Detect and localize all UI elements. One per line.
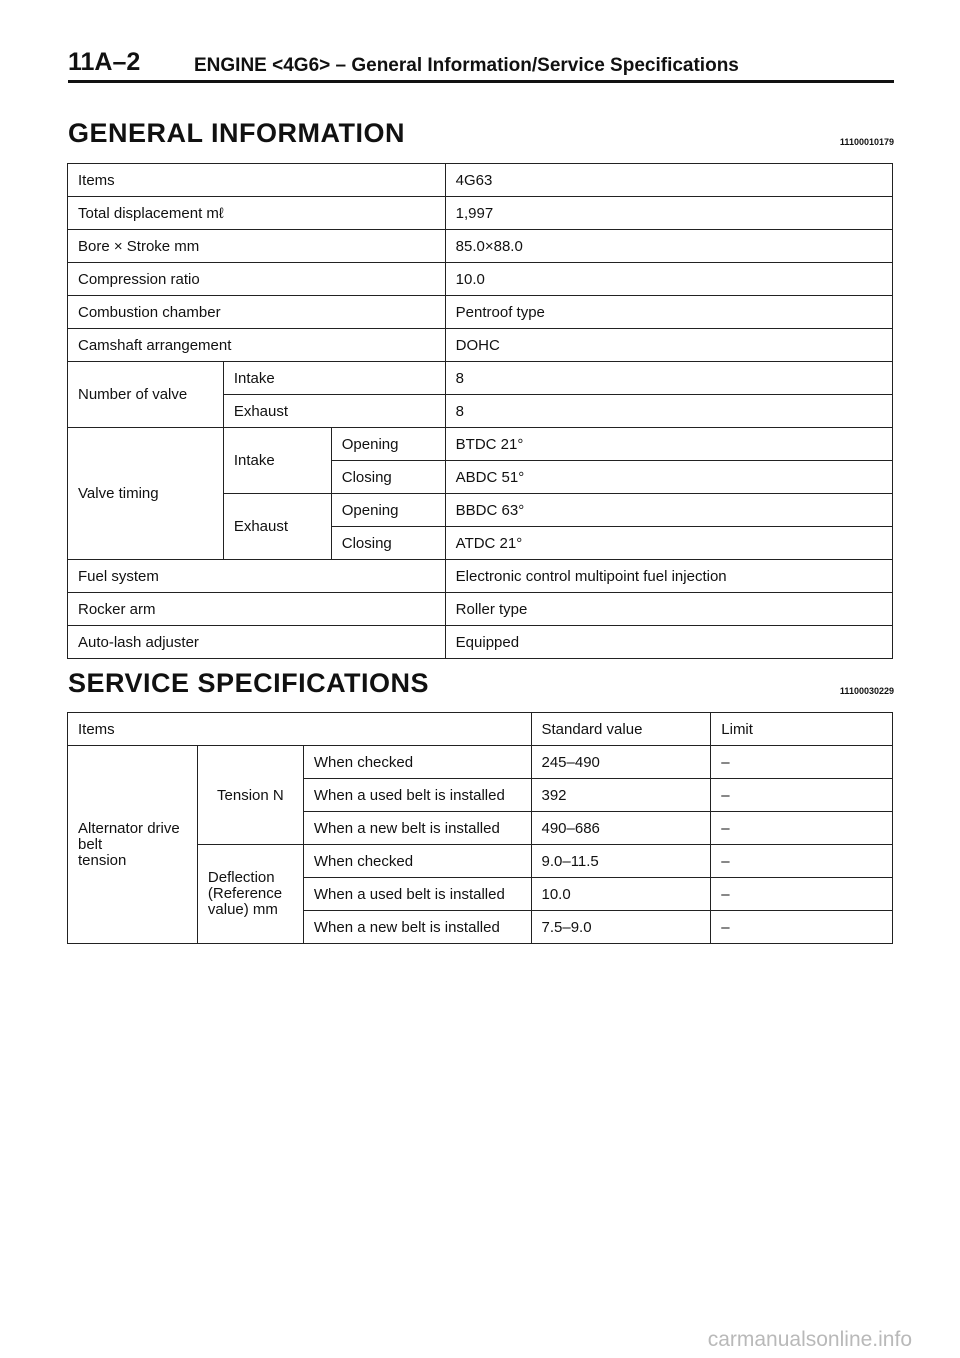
auto-lash-adjuster-label: Auto-lash adjuster [68, 626, 446, 659]
rocker-arm-label: Rocker arm [68, 593, 446, 626]
table-row [68, 362, 893, 395]
exhaust-closing-label: Closing [331, 527, 445, 560]
condition-cell: When checked [303, 746, 531, 779]
deflection-label [197, 845, 303, 944]
limit-cell: – [711, 812, 893, 845]
table-row [68, 746, 893, 779]
limit-cell: – [711, 911, 893, 944]
intake-closing-label: Closing [331, 461, 445, 494]
standard-value-cell: 9.0–11.5 [531, 845, 711, 878]
exhaust-opening-label: Opening [331, 494, 445, 527]
valve-exhaust-value: 8 [445, 395, 892, 428]
watermark: carmanualsonline.info [707, 1328, 912, 1351]
group-label-line: Alternator drive [78, 819, 180, 837]
general-information-code: 11100010179 [839, 137, 894, 147]
standard-value-cell: 7.5–9.0 [531, 911, 711, 944]
exhaust-closing-value: ATDC 21° [445, 527, 892, 560]
standard-value-column-header: Standard value [531, 713, 711, 746]
camshaft-arrangement-value: DOHC [445, 329, 892, 362]
deflection-label-line: Deflection [207, 869, 275, 886]
table-row [68, 593, 893, 626]
intake-closing-value: ABDC 51° [445, 461, 892, 494]
condition-cell: When a new belt is installed [303, 911, 531, 944]
tension-label: Tension N [197, 746, 303, 845]
table-row [68, 713, 893, 746]
service-specifications-table [67, 712, 893, 944]
limit-cell: – [711, 746, 893, 779]
header-rule [68, 80, 894, 83]
fuel-system-value: Electronic control multipoint fuel injection [445, 560, 892, 593]
table-row [68, 329, 893, 362]
camshaft-arrangement-label: Camshaft arrangement [68, 329, 446, 362]
limit-column-header: Limit [711, 713, 893, 746]
condition-cell: When checked [303, 845, 531, 878]
table-row [68, 296, 893, 329]
fuel-system-label: Fuel system [68, 560, 446, 593]
compression-ratio-value: 10.0 [445, 263, 892, 296]
condition-cell: When a used belt is installed [303, 779, 531, 812]
bore-stroke-value: 85.0×88.0 [445, 230, 892, 263]
table-row [68, 263, 893, 296]
table-row [68, 626, 893, 659]
standard-value-cell: 392 [531, 779, 711, 812]
valve-exhaust-label: Exhaust [223, 395, 445, 428]
general-information-table [67, 163, 893, 659]
combustion-chamber-label: Combustion chamber [68, 296, 446, 329]
group-label-line: belt [78, 835, 103, 853]
table-row [68, 428, 893, 461]
total-displacement-label: Total displacement mℓ [68, 197, 446, 230]
table-row [68, 230, 893, 263]
timing-exhaust-label: Exhaust [223, 494, 331, 560]
items-header: Items [68, 164, 446, 197]
limit-cell: – [711, 845, 893, 878]
total-displacement-value: 1,997 [445, 197, 892, 230]
standard-value-cell: 10.0 [531, 878, 711, 911]
rocker-arm-value: Roller type [445, 593, 892, 626]
valve-intake-label: Intake [223, 362, 445, 395]
standard-value-cell: 490–686 [531, 812, 711, 845]
bore-stroke-label: Bore × Stroke mm [68, 230, 446, 263]
general-information-title: GENERAL INFORMATION [68, 118, 405, 148]
auto-lash-adjuster-value: Equipped [445, 626, 892, 659]
limit-cell: – [711, 779, 893, 812]
items-column-header: Items [68, 713, 532, 746]
table-row [68, 164, 893, 197]
service-specifications-code: 11100030229 [839, 686, 894, 696]
table-row [68, 560, 893, 593]
page-header-title: ENGINE <4G6> – General Information/Service Specifications [194, 55, 739, 76]
condition-cell: When a used belt is installed [303, 878, 531, 911]
combustion-chamber-value: Pentroof type [445, 296, 892, 329]
service-specifications-title: SERVICE SPECIFICATIONS [68, 668, 430, 698]
deflection-label-line: value) mm [207, 901, 278, 918]
group-label-line: tension [78, 851, 127, 869]
timing-intake-label: Intake [223, 428, 331, 494]
table-row [68, 197, 893, 230]
model-header: 4G63 [445, 164, 892, 197]
standard-value-cell: 245–490 [531, 746, 711, 779]
limit-cell: – [711, 878, 893, 911]
alternator-belt-tension-label [68, 746, 198, 944]
number-of-valve-label: Number of valve [68, 362, 224, 428]
intake-opening-value: BTDC 21° [445, 428, 892, 461]
intake-opening-label: Opening [331, 428, 445, 461]
condition-cell: When a new belt is installed [303, 812, 531, 845]
page-number: 11A–2 [68, 48, 141, 76]
valve-timing-label: Valve timing [68, 428, 224, 560]
valve-intake-value: 8 [445, 362, 892, 395]
compression-ratio-label: Compression ratio [68, 263, 446, 296]
exhaust-opening-value: BBDC 63° [445, 494, 892, 527]
deflection-label-line: (Reference [207, 885, 283, 902]
